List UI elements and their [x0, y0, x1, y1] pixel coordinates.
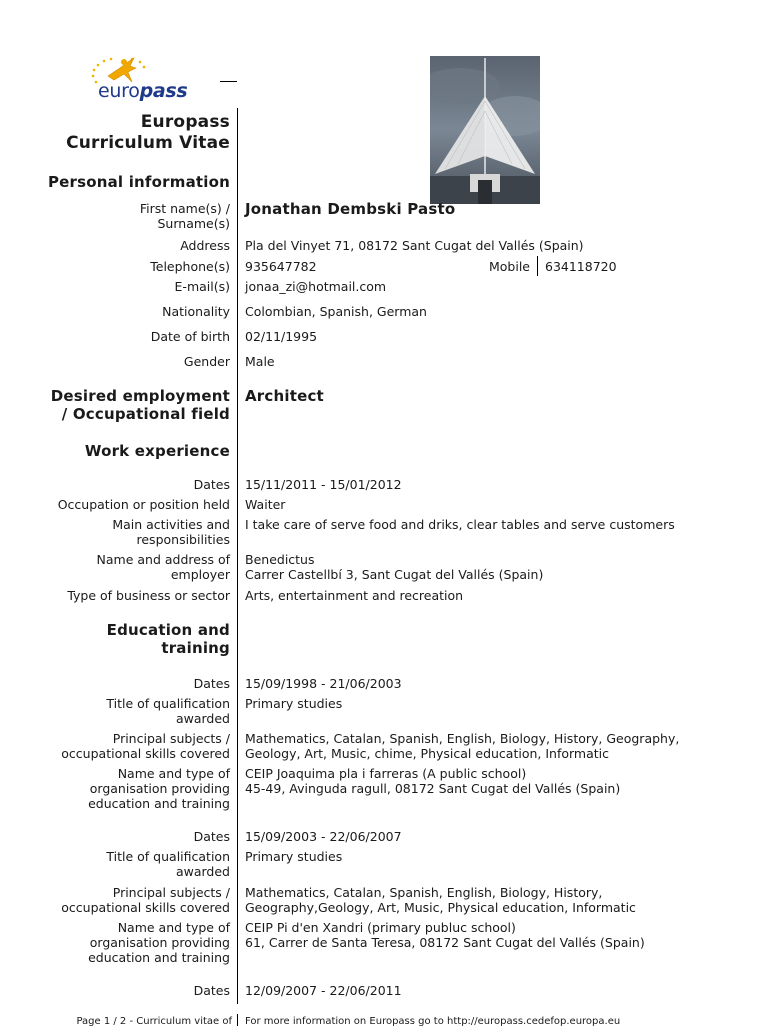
desired-employment-value: Architect: [245, 387, 324, 405]
edu-1-org-label: Name and type of organisation providing education and training: [88, 766, 230, 811]
nationality-value: Colombian, Spanish, German: [245, 304, 427, 319]
logo-text-euro: euro: [98, 80, 140, 102]
edu-2-title-value: Primary studies: [245, 849, 343, 864]
edu-1-org-value: CEIP Joaquima pla i farreras (A public school) 45-49, Avinguda ragull, 08172 Sant Cugat del Vallés (Spain): [245, 766, 621, 796]
edu-3-dates-value: 12/09/2007 - 22/06/2011: [245, 983, 402, 998]
column-divider: [237, 108, 238, 1004]
edu-3-dates-label: Dates: [193, 983, 230, 998]
address-value: Pla del Vinyet 71, 08172 Sant Cugat del Vallés (Spain): [245, 238, 584, 253]
name-label: First name(s) / Surname(s): [139, 201, 230, 231]
nationality-label: Nationality: [162, 304, 230, 319]
cv-title: [66, 112, 230, 154]
edu-2-org-value: CEIP Pi d'en Xandri (primary publuc school) 61, Carrer de Santa Teresa, 08172 Sant Cugat del Vallés (Spain): [245, 920, 645, 950]
mobile-label: Mobile: [488, 259, 530, 274]
name-value: Jonathan Dembski Pasto: [245, 200, 456, 218]
gender-label: Gender: [183, 354, 230, 369]
address-label: Address: [180, 238, 230, 253]
email-value: jonaa_zi@hotmail.com: [245, 279, 387, 294]
edu-2-dates-value: 15/09/2003 - 22/06/2007: [245, 829, 402, 844]
telephone-value: 935647782: [245, 259, 317, 274]
activities-label: Main activities and responsibilities: [112, 517, 230, 547]
footer-divider: [237, 1014, 238, 1026]
desired-employment-label: Desired employment / Occupational field: [50, 387, 230, 423]
footer-left: Page 1 / 2 - Curriculum vitae of: [76, 1016, 232, 1027]
edu-2-subjects-value: Mathematics, Catalan, Spanish, English, Biology, History, Geography,Geology, Art, Music, Physical education, Informatic: [245, 885, 636, 915]
cv-title-line-2: Curriculum Vitae: [66, 133, 230, 153]
dob-value: 02/11/1995: [245, 329, 318, 344]
section-personal-information: Personal information: [47, 173, 230, 191]
business-label: Type of business or sector: [67, 588, 230, 603]
sculpture-photo-icon: [430, 56, 540, 204]
edu-2-subjects-label: Principal subjects / occupational skills covered: [61, 885, 230, 915]
edu-2-org-label: Name and type of organisation providing education and training: [88, 920, 230, 965]
work-dates-label: Dates: [193, 477, 230, 492]
edu-1-dates-value: 15/09/1998 - 21/06/2003: [245, 676, 402, 691]
footer-right: For more information on Europass go to http://europass.cedefop.europa.eu: [245, 1016, 621, 1027]
dob-label: Date of birth: [150, 329, 230, 344]
work-dates-value: 15/11/2011 - 15/01/2012: [245, 477, 402, 492]
edu-1-title-label: Title of qualification awarded: [106, 696, 230, 726]
logo-dash: [220, 81, 237, 82]
edu-1-subjects-label: Principal subjects / occupational skills covered: [61, 731, 230, 761]
edu-2-title-label: Title of qualification awarded: [106, 849, 230, 879]
mobile-divider: [537, 256, 538, 276]
activities-value: I take care of serve food and driks, clear tables and serve customers: [245, 517, 675, 532]
edu-2-dates-label: Dates: [193, 829, 230, 844]
occupation-label: Occupation or position held: [57, 497, 230, 512]
business-value: Arts, entertainment and recreation: [245, 588, 464, 603]
mobile-value: 634118720: [545, 259, 617, 274]
edu-1-title-value: Primary studies: [245, 696, 343, 711]
occupation-value: Waiter: [245, 497, 286, 512]
europass-logo: [84, 54, 188, 108]
employer-label: Name and address of employer: [96, 552, 230, 582]
employer-value: Benedictus Carrer Castellbí 3, Sant Cugat del Vallés (Spain): [245, 552, 544, 582]
gender-value: Male: [245, 354, 275, 369]
section-work-experience: Work experience: [84, 442, 230, 460]
edu-1-dates-label: Dates: [193, 676, 230, 691]
telephone-label: Telephone(s): [150, 259, 230, 274]
email-label: E-mail(s): [174, 279, 230, 294]
profile-photo: [430, 56, 540, 204]
section-education-training: Education and training: [106, 621, 230, 657]
cv-title-line-1: Europass: [140, 112, 230, 132]
logo-text-pass: pass: [139, 80, 188, 102]
edu-1-subjects-value: Mathematics, Catalan, Spanish, English, Biology, History, Geography, Geology, Art, Music, chime, Physical education, Informatic: [245, 731, 680, 761]
